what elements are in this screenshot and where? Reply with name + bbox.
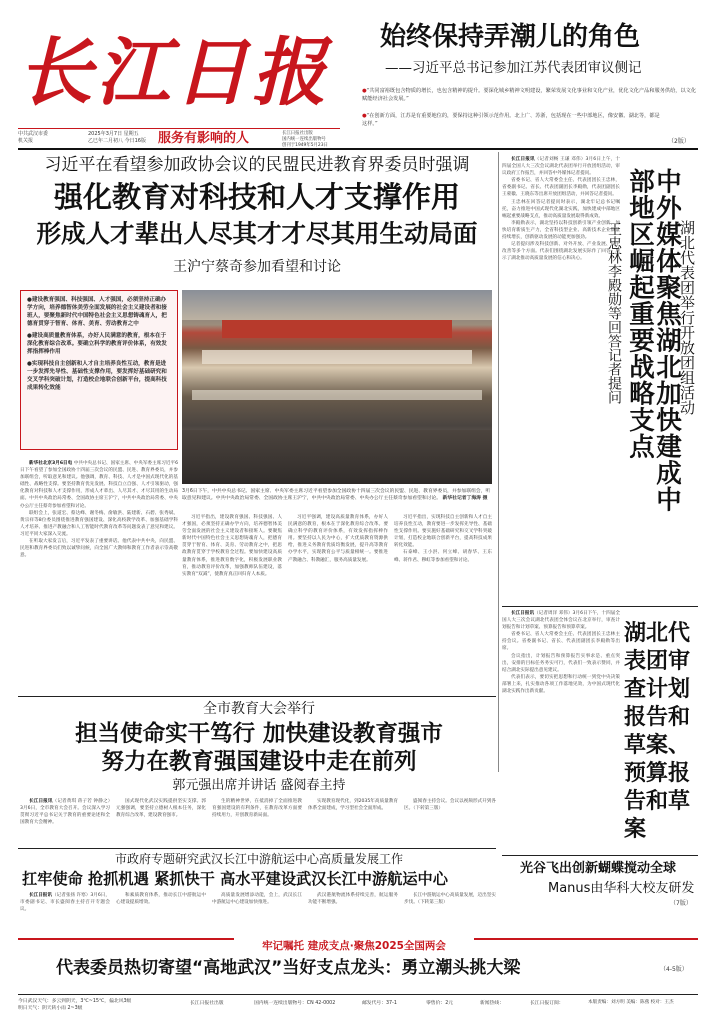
second-divider — [18, 848, 496, 849]
lead-body-col-2: 习近平指出，建设教育强国、科技强国、人才强国，必须坚持正确办学方向，培养德智体美劳全面发展的社会主义建设者和接班人。要聚焦新时代中国特色社会主义思想铸魂育人，把德育贯穿于智育、体育、美育、劳动教育之中，把思政教育贯穿于学校教育全过程。要加快建设高质量教育体系，推进教育数字化，积极发展职业教育，推动教育评价改革，加强教师队伍建设，落实教育“双减”，使教育真正回归育人本质。 — [182, 515, 282, 577]
right-column-divider — [498, 152, 499, 772]
third-body-col-3: 高质量发展增添动能，会上，武汉长江中游航运中心建设加快推进。 — [212, 893, 302, 906]
promo-line-1[interactable]: 光谷飞出创新蝴蝶搅动全球 — [520, 861, 677, 876]
second-headline-1[interactable]: 担当使命实干笃行 加快建设教育强市 — [75, 721, 443, 747]
third-body-col-1: 长江日报讯（记者张扬 许寒）3月6日，市委副书记、市长盛阅春主持召开专题会议。 — [20, 893, 110, 913]
lead-body-col-3: 习近平强调，建设高质量教育体系，办好人民满意的教育，根本在于深化教育综合改革。要确立科学的教育评价体系，有效发挥指挥棒作用。要坚持以人民为中心，扩大优质教育资源供给，推进义务教育优质均衡发展，提升高等教育办学水平，实现教育公平与质量相统一。要推进产教融合、科教融汇，服务高质量发展。 — [288, 515, 388, 563]
masthead-divider — [18, 148, 698, 150]
third-headline[interactable]: 扛牢使命 抢抓机遇 紧抓快干 高水平建设武汉长江中游航运中心 — [22, 870, 448, 888]
third-body-col-4: 武汉港航物流体系持续完善，航运服务功能不断增强。 — [308, 893, 398, 906]
top-subhead: ——习近平总书记参加江苏代表团审议侧记 — [385, 60, 642, 76]
lead-headline-2[interactable]: 形成人才辈出人尽其才才尽其用生动局面 — [36, 219, 478, 248]
footer-publisher: 长江日报社出版 — [190, 1001, 224, 1006]
lead-body-col-4: 习近平指出，实现科技自主创新和人才自主培养良性互动，教育要进一步发挥先导性、基础性支撑作用。要实施好基础研究和交叉学科突破计划，打造校企地联合创新平台，提高科技成果转化效能。 石泰峰、王小洪、何立峰、胡春华、王东峰、蒋作君、穆虹等参加看望和讨论。 — [394, 515, 492, 563]
second-headline-2[interactable]: 努力在教育强国建设中走在前列 — [101, 749, 417, 775]
top-bullet-1: ●“共同富裕既包含物质的增长，也包含精神的提升。要深化城乡精神文明建设，繁荣发展文化事业和文化产业，优化文化产品和服务供给，以文化赋能经济社会发展。” — [362, 88, 697, 102]
lead-box-item: ●建设教育强国、科技强国、人才强国，必须坚持正确办学方向，培养德智体美劳全面发展的社会主义建设者和接班人，要聚焦新时代中国特色社会主义思想铸魂育人，把德育贯穿于智育、体育、美育、劳动教育之中 — [27, 297, 167, 327]
masthead-slogan: 服务有影响的人 — [158, 131, 250, 146]
footer-editors: 本版责编：刘方明 美编：陈燕 校对：王杰 — [588, 1000, 674, 1005]
second-body-col-1: 长江日报讯（记者黄琪 蒋子若 钟静之）3月6日，全市教育大会召开。会议深入学习贯彻习近平总书记关于教育的重要论述和全国教育大会精神。 — [20, 799, 110, 826]
banner-page-ref[interactable]: （4-5版） — [660, 966, 688, 973]
promo-line-2[interactable]: Manus由华科大校友研发 — [548, 881, 695, 896]
third-body-col-2: 和素质教育体系，推动长江中游航运中心建设提质增效。 — [116, 893, 206, 906]
side-story-2-body: 长江日报讯（记者周洋 邓伟）3月6日下午，十四届全国人大三次会议湖北代表团全体会议在北京举行，审查计划报告和计划草案、预算报告和预算草案。 省委书记、省人大常委会主任、代表团团长王忠林主持会议。省委副书记、省长、代表团副团长李殿勋等出席。 会议指出，计划报告和预算报告实事求是、重点突出，安排的目标任务务实可行，代表们一致表示赞同，并结合湖北实际提出意见建议。 代表们表示，要切实把思想和行动统一到党中央决策部署上来，扎实推动各项工作落地见效，为中国式现代化湖北实践作出新贡献。 — [502, 611, 620, 695]
lead-kicker: 习近平在看望参加政协会议的民盟民进教育界委员时强调 — [44, 155, 470, 175]
publisher-info: 长江日报社出版 国内统一连续出版物号 创刊于1949年5月23日 — [282, 131, 328, 148]
side-divider — [502, 606, 698, 607]
side-story-1-headline[interactable]: 中外媒体聚焦湖北加快建成中部地区崛起重要战略支点 — [625, 168, 682, 513]
lead-body-col-1: 新华社北京3月6日电 中共中央总书记、国家主席、中央军委主席习近平6日下午看望了参加全国政协十四届三次会议的民盟、民进、教育界委员，并参加联组会，听取意见和建议。他强调，教育、科技、人才是中国式现代化的基础性、战略性支撑。要坚持教育优先发展、科技自立自强、人才引领驱动，强化教育对科技和人才支撑作用，形成人才辈出、人尽其才、才尽其用的生动局面。中共中央政治局常委、全国政协主席王沪宁，中共中央政治局常委、中央办公厅主任蔡奇参加看望和讨论。 联组会上，张道宏、蔡达峰、谢冬梅、俞敏洪、陆建新、石碧、张秀斌、黄宗祥等8位委员围绕推进教育强国建设、深化高校教学改革、加强基础学科人才培养、推进产教融合和人工智能时代教育改革等问题发表了意见和建议。习近平同大家深入交流。 在听取大家发言后，习近平发表了重要讲话。他代表中共中央，向民盟、民进和教育界委员们致以诚挚问候，向全国广大教师和教育工作者表示崇高敬意。 — [20, 461, 178, 559]
footer-rule — [18, 994, 698, 995]
footer-issn: 国内统一连续出版物号：CN 42-0002 — [254, 1001, 336, 1006]
masthead-rule — [18, 128, 340, 129]
lead-headline-1[interactable]: 强化教育对科技和人才支撑作用 — [53, 180, 460, 214]
side-story-1-body: 长江日报讯（记者刘畅 王谦 邓伟）3月6日上午，十四届全国人大三次会议湖北代表团举行开放团组活动，审议政府工作报告，并回答中外媒体记者提问。 省委书记、省人大常委会主任、代表团团长王忠林，省委副书记、省长、代表团副团长李殿勋，代表团副团长王蒙徽、王晓东等出席开放团组活动，并回答记者提问。 王忠林在回答记者提问时表示，湖北牢记总书记嘱托，奋力推进中国式现代化湖北实践，加快建成中部地区崛起重要战略支点，推动高质量发展取得新成效。 李殿勋表示，湖北坚持以科技创新引领产业创新，加快培育新质生产力，全省科技型企业、高新技术企业数量持续增长，创新驱动发展的动能更加强劲。 记者提问涉及科技创新、对外开放、产业发展、民生改善等多个方面。代表们围绕湖北发展实际作了回答，展示了湖北推动高质量发展的信心和决心。 — [502, 157, 620, 262]
second-body-col-2: 国式现代化武汉实践提供坚实支撑。郭元强强调，要坚持立德树人根本任务，深化教育综合改革，建设教育强市。 — [116, 799, 206, 819]
lead-photo-caption: 3月6日下午，中共中央总书记、国家主席、中央军委主席习近平看望参加全国政协十四届三次会议的民盟、民进、教育界委员，并参加联组会，听取意见和建议。中共中央政治局常委、全国政协主席王沪宁，中共中央政治局常委、中央办公厅主任蔡奇参加看望和讨论。 新华社记者丁海涛 摄 — [182, 489, 491, 501]
third-body-col-5: 长江中游航运中心高质量发展，迈出坚实步伐。（下转第三版） — [404, 893, 496, 906]
side-story-2-headline[interactable]: 湖北代表团审查计划报告和草案、预算报告和草案 — [624, 621, 691, 842]
date-line: 2025年3月7日 星期五 乙巳年二月初八 今日16版 — [88, 131, 146, 144]
second-body-col-5: 盛阅春主持会议。会议以视频形式开到各区。（下转第三版） — [404, 799, 496, 812]
third-kicker: 市政府专题研究武汉长江中游航运中心高质量发展工作 — [114, 852, 403, 866]
promo-page-ref[interactable]: （7版） — [670, 900, 692, 907]
second-subhead: 郭元强出席并讲话 盛阅春主持 — [172, 778, 346, 793]
masthead — [0, 0, 702, 150]
lead-box-item: ●实现科技自主创新和人才自主培养良性互动，教育是进一步发挥先导性、基础性支撑作用，要发挥好基础研究和交叉学科突破计划，打造校企地联合创新平台，提高科技成果转化效能 — [27, 361, 167, 391]
top-headline[interactable]: 始终保持弄潮儿的角色 — [380, 22, 641, 52]
footer-weather: 今日武汉天气：多云到阴天，3℃~15℃，偏北风3级 明日天气：阴天转小雨 2~3级 — [18, 999, 132, 1011]
footer-subscribe: 长江日报订阅： — [530, 1001, 564, 1006]
second-kicker: 全市教育大会举行 — [203, 701, 315, 717]
footer-price: 零售价：2元 — [426, 1001, 454, 1006]
lead-photo — [182, 290, 492, 484]
lead-highlight-box — [20, 290, 178, 450]
banner-label: 牢记嘱托 建成支点·聚焦2025全国两会 — [262, 940, 446, 952]
second-body-col-3: 生的精神世界，在抵消掉了全面推进教育强国建设的有利条件，在教育改革方面要持续用力，开创教育新局面。 — [212, 799, 302, 819]
lead-subhead: 王沪宁蔡奇参加看望和讨论 — [173, 259, 341, 275]
banner-headline[interactable]: 代表委员热切寄望“高地武汉”当好支点龙头：勇立潮头挑大梁 — [56, 958, 521, 978]
side-story-1-subhead: 王忠林李殿勋等回答记者提问 — [606, 222, 622, 404]
lead-box-item: ●建设高质量教育体系，办好人民满意的教育，根本在于深化教育综合改革。要确立科学的教育评价体系，有效发挥指挥棒作用 — [27, 333, 167, 355]
promo-divider — [502, 855, 698, 856]
second-body-col-4: 实现教育现代化，到2035年高质量教育体系全面建成，学习型社会全面形成。 — [308, 799, 398, 812]
banner-label-box — [234, 934, 474, 952]
side-story-1-kicker: 湖北代表团举行开放团组活动 — [678, 220, 696, 415]
lead-divider — [18, 696, 496, 697]
top-page-ref[interactable]: （2版） — [668, 138, 690, 145]
edition-info: 中共武汉市委 机关报 — [18, 131, 49, 144]
logo: 长江日报 — [18, 30, 330, 116]
top-bullet-2: ●“在创新方面，江苏是有重要地位的，要保持这种引领示范作用。北上广、苏浙，包括现在一些中部地区，像安徽、湖北等，都是这样。” — [362, 113, 660, 127]
footer-postcode: 邮发代号：37-1 — [362, 1001, 397, 1006]
footer-hotline: 新闻热线： — [480, 1001, 504, 1006]
